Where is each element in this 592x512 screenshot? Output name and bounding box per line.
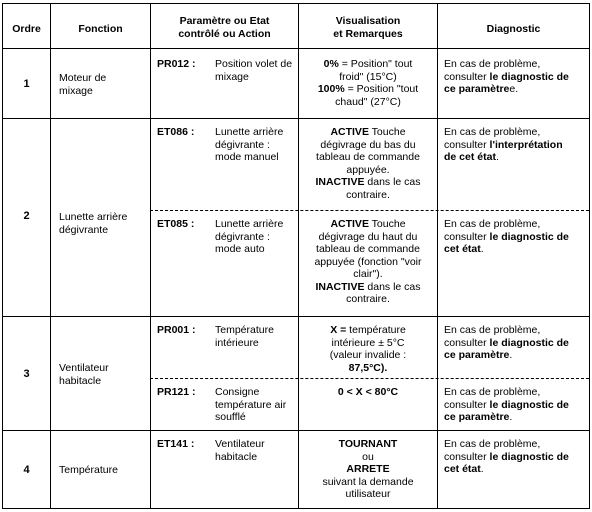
code-pr001: PR001 : bbox=[157, 324, 196, 336]
text-run: . bbox=[480, 243, 484, 255]
label-line: dégivrante : bbox=[215, 138, 270, 151]
visu-et086 bbox=[299, 126, 437, 201]
text-line bbox=[299, 189, 437, 202]
row-4-ordre: 4 bbox=[23, 464, 30, 476]
text-line bbox=[444, 337, 589, 350]
label-line: intérieure bbox=[215, 336, 259, 349]
text-run: En cas de problème, bbox=[444, 438, 541, 450]
row-3-fonction bbox=[59, 362, 147, 387]
row-2-fonction-line: Lunette arrière bbox=[59, 211, 128, 223]
text-line bbox=[444, 324, 589, 337]
diag-et086 bbox=[444, 126, 589, 164]
text-line bbox=[299, 218, 437, 231]
text-run: tableau de commande bbox=[316, 151, 420, 163]
rule-row2 bbox=[3, 316, 589, 317]
text-run: consulter bbox=[444, 398, 490, 411]
bold-text: 100% bbox=[317, 83, 345, 95]
text-run: En cas de problème, bbox=[444, 218, 541, 230]
text-run: clair"). bbox=[353, 268, 383, 280]
text-run: dégivrage du haut du bbox=[318, 230, 418, 243]
row-2-fonction bbox=[59, 211, 147, 236]
text-run: . bbox=[509, 349, 513, 361]
visu-pr001 bbox=[299, 324, 437, 374]
row-1-fonction-line: Moteur de bbox=[59, 72, 107, 84]
label-line: Position volet de bbox=[215, 58, 293, 70]
bold-text: cet état bbox=[444, 243, 481, 255]
text-run: Touche bbox=[368, 126, 406, 138]
text-line bbox=[444, 399, 589, 412]
rule-col1 bbox=[50, 4, 51, 508]
text-line bbox=[299, 451, 437, 464]
text-line bbox=[299, 476, 437, 489]
row-1-ordre: 1 bbox=[23, 78, 30, 90]
visu-et141 bbox=[299, 438, 437, 501]
text-run: chaud" (27°C) bbox=[335, 95, 401, 108]
label-line: dégivrante : bbox=[215, 230, 270, 243]
row-3-fonction-line: habitacle bbox=[59, 374, 102, 387]
code-pr121: PR121 : bbox=[157, 386, 196, 398]
code-et141: ET141 : bbox=[157, 438, 195, 450]
text-run: intérieure ± 5°C bbox=[331, 336, 405, 349]
row-2-fonction-line: dégivrante bbox=[59, 223, 109, 236]
code-pr012: PR012 : bbox=[157, 58, 196, 70]
text-line bbox=[444, 151, 589, 164]
bold-text: ARRETE bbox=[346, 463, 390, 475]
label-pr001 bbox=[215, 324, 297, 349]
text-run: consulter bbox=[444, 138, 490, 151]
text-run: En cas de problème, bbox=[444, 58, 541, 70]
text-line bbox=[299, 324, 437, 337]
text-line bbox=[444, 83, 589, 96]
text-line bbox=[444, 126, 589, 139]
text-line bbox=[299, 463, 437, 476]
text-line bbox=[299, 386, 437, 399]
text-run: suivant la demande bbox=[322, 475, 414, 488]
text-run: utilisateur bbox=[345, 488, 391, 500]
diag-pr121 bbox=[444, 386, 589, 424]
dash-row3 bbox=[150, 378, 589, 379]
text-run: appuyée. bbox=[346, 163, 390, 176]
text-line bbox=[444, 243, 589, 256]
text-run: température bbox=[346, 324, 406, 336]
text-line bbox=[299, 281, 437, 294]
text-run: consulter bbox=[444, 336, 490, 349]
visu-pr121 bbox=[299, 386, 437, 399]
text-run: e. bbox=[509, 83, 519, 95]
text-run: contraire. bbox=[346, 293, 390, 305]
text-line bbox=[299, 256, 437, 269]
bold-text: ce paramètre bbox=[444, 411, 510, 423]
bold-text: 0 < X < 80°C bbox=[337, 386, 399, 398]
label-et141 bbox=[215, 438, 297, 463]
text-run: consulter bbox=[444, 70, 490, 83]
text-run: En cas de problème, bbox=[444, 126, 541, 138]
text-run: = Position" tout bbox=[338, 58, 413, 70]
label-et085 bbox=[215, 218, 297, 256]
label-et086 bbox=[215, 126, 297, 164]
text-run: . bbox=[495, 151, 499, 163]
text-line bbox=[444, 231, 589, 244]
text-line bbox=[299, 139, 437, 152]
visu-pr012 bbox=[299, 58, 437, 108]
text-line bbox=[444, 411, 589, 424]
text-line bbox=[299, 362, 437, 375]
text-run: Touche bbox=[368, 218, 406, 230]
label-line: mode auto bbox=[215, 243, 265, 255]
bold-text: 87,5°C). bbox=[348, 361, 388, 374]
text-line bbox=[444, 451, 589, 464]
text-run: . bbox=[480, 463, 484, 475]
bold-text: ce paramètre bbox=[444, 83, 510, 95]
code-et085: ET085 : bbox=[157, 218, 195, 230]
text-line bbox=[299, 438, 437, 451]
text-line bbox=[299, 488, 437, 501]
row-2-ordre: 2 bbox=[23, 210, 30, 222]
text-line bbox=[444, 139, 589, 152]
diag-pr012 bbox=[444, 58, 589, 96]
bold-text: le diagnostic de bbox=[489, 398, 569, 411]
text-line bbox=[299, 293, 437, 306]
text-run: En cas de problème, bbox=[444, 386, 541, 398]
rule-row1 bbox=[3, 118, 589, 119]
text-line bbox=[444, 218, 589, 231]
text-run: = Position "tout bbox=[344, 83, 419, 95]
text-line bbox=[299, 243, 437, 256]
bold-text: INACTIVE bbox=[315, 176, 365, 188]
bold-text: cet état bbox=[444, 463, 481, 475]
label-line: Température bbox=[215, 324, 274, 336]
text-line bbox=[299, 231, 437, 244]
header-parametre-line2: contrôlé ou Action bbox=[178, 28, 271, 40]
text-line bbox=[299, 126, 437, 139]
text-line bbox=[299, 96, 437, 109]
label-line: Lunette arrière bbox=[215, 126, 284, 138]
text-run: dégivrage du bas du bbox=[320, 138, 416, 151]
header-diagnostic: Diagnostic bbox=[486, 23, 541, 35]
dash-row2 bbox=[150, 210, 589, 211]
text-run: En cas de problème, bbox=[444, 324, 541, 336]
label-line: Consigne bbox=[215, 386, 260, 398]
rule-col4 bbox=[437, 4, 438, 508]
text-line bbox=[299, 71, 437, 84]
row-4-fonction bbox=[59, 464, 147, 477]
text-run: . bbox=[509, 411, 513, 423]
text-run: ou bbox=[362, 450, 374, 463]
code-et086: ET086 : bbox=[157, 126, 195, 138]
text-line bbox=[444, 71, 589, 84]
rule-col2 bbox=[150, 4, 151, 508]
header-fonction: Fonction bbox=[78, 23, 123, 35]
text-run: froid" (15°C) bbox=[339, 70, 397, 83]
label-line: Ventilateur bbox=[215, 438, 265, 450]
label-line: mode manuel bbox=[215, 151, 279, 163]
bold-text: 0% bbox=[323, 58, 339, 70]
text-line bbox=[299, 268, 437, 281]
header-visualisation-line1: Visualisation bbox=[335, 15, 401, 27]
row-3-ordre: 3 bbox=[23, 368, 30, 380]
bold-text: le diagnostic de bbox=[489, 450, 569, 463]
text-line bbox=[299, 58, 437, 71]
header-parametre-line1: Paramètre ou Etat bbox=[179, 15, 270, 27]
text-line bbox=[444, 463, 589, 476]
label-line: Lunette arrière bbox=[215, 218, 284, 230]
label-pr012 bbox=[215, 58, 297, 83]
text-run: contraire. bbox=[346, 188, 390, 201]
header-ordre: Ordre bbox=[12, 23, 41, 35]
text-run: dans le cas bbox=[364, 176, 421, 188]
bold-text: ACTIVE bbox=[330, 126, 369, 138]
text-line bbox=[299, 337, 437, 350]
bold-text: ACTIVE bbox=[330, 218, 369, 230]
bold-text: ce paramètre bbox=[444, 349, 510, 361]
diag-et141 bbox=[444, 438, 589, 476]
text-run: tableau de commande bbox=[316, 243, 420, 255]
bold-text: TOURNANT bbox=[338, 438, 398, 450]
text-line bbox=[444, 438, 589, 451]
diag-pr001 bbox=[444, 324, 589, 362]
text-run: (valeur invalide : bbox=[329, 349, 407, 361]
text-line bbox=[299, 83, 437, 96]
row-4-fonction-line: Température bbox=[59, 464, 118, 476]
text-line bbox=[444, 58, 589, 71]
text-line bbox=[444, 349, 589, 362]
bold-text: le diagnostic de bbox=[489, 70, 569, 83]
rule-row3 bbox=[3, 430, 589, 431]
label-line: habitacle bbox=[215, 450, 258, 463]
text-run: consulter bbox=[444, 230, 490, 243]
bold-text: l'interprétation bbox=[489, 138, 563, 151]
rule-header bbox=[3, 48, 589, 49]
visu-et085 bbox=[299, 218, 437, 306]
row-1-fonction-line: mixage bbox=[59, 84, 93, 97]
text-run: appuyée (fonction "voir bbox=[314, 255, 422, 268]
bold-text: le diagnostic de bbox=[489, 336, 569, 349]
header-parametre bbox=[151, 15, 298, 41]
text-line bbox=[299, 349, 437, 362]
text-line bbox=[299, 164, 437, 177]
label-line: soufflé bbox=[215, 411, 246, 423]
header-visualisation-line2: et Remarques bbox=[333, 28, 403, 40]
label-pr121 bbox=[215, 386, 297, 424]
text-line bbox=[299, 176, 437, 189]
bold-text: INACTIVE bbox=[315, 280, 365, 293]
header-visualisation bbox=[299, 15, 437, 41]
text-line bbox=[299, 151, 437, 164]
bold-text: de cet état bbox=[444, 151, 496, 163]
row-1-fonction bbox=[59, 72, 147, 97]
label-line: mixage bbox=[215, 70, 249, 83]
text-run: dans le cas bbox=[364, 280, 421, 293]
row-3-fonction-line: Ventilateur bbox=[59, 362, 109, 374]
text-line bbox=[444, 386, 589, 399]
diagnostic-table bbox=[2, 3, 590, 509]
bold-text: le diagnostic de bbox=[489, 230, 569, 243]
text-run: consulter bbox=[444, 450, 490, 463]
label-line: température air bbox=[215, 398, 287, 411]
diag-et085 bbox=[444, 218, 589, 256]
bold-text: X = bbox=[330, 324, 347, 336]
